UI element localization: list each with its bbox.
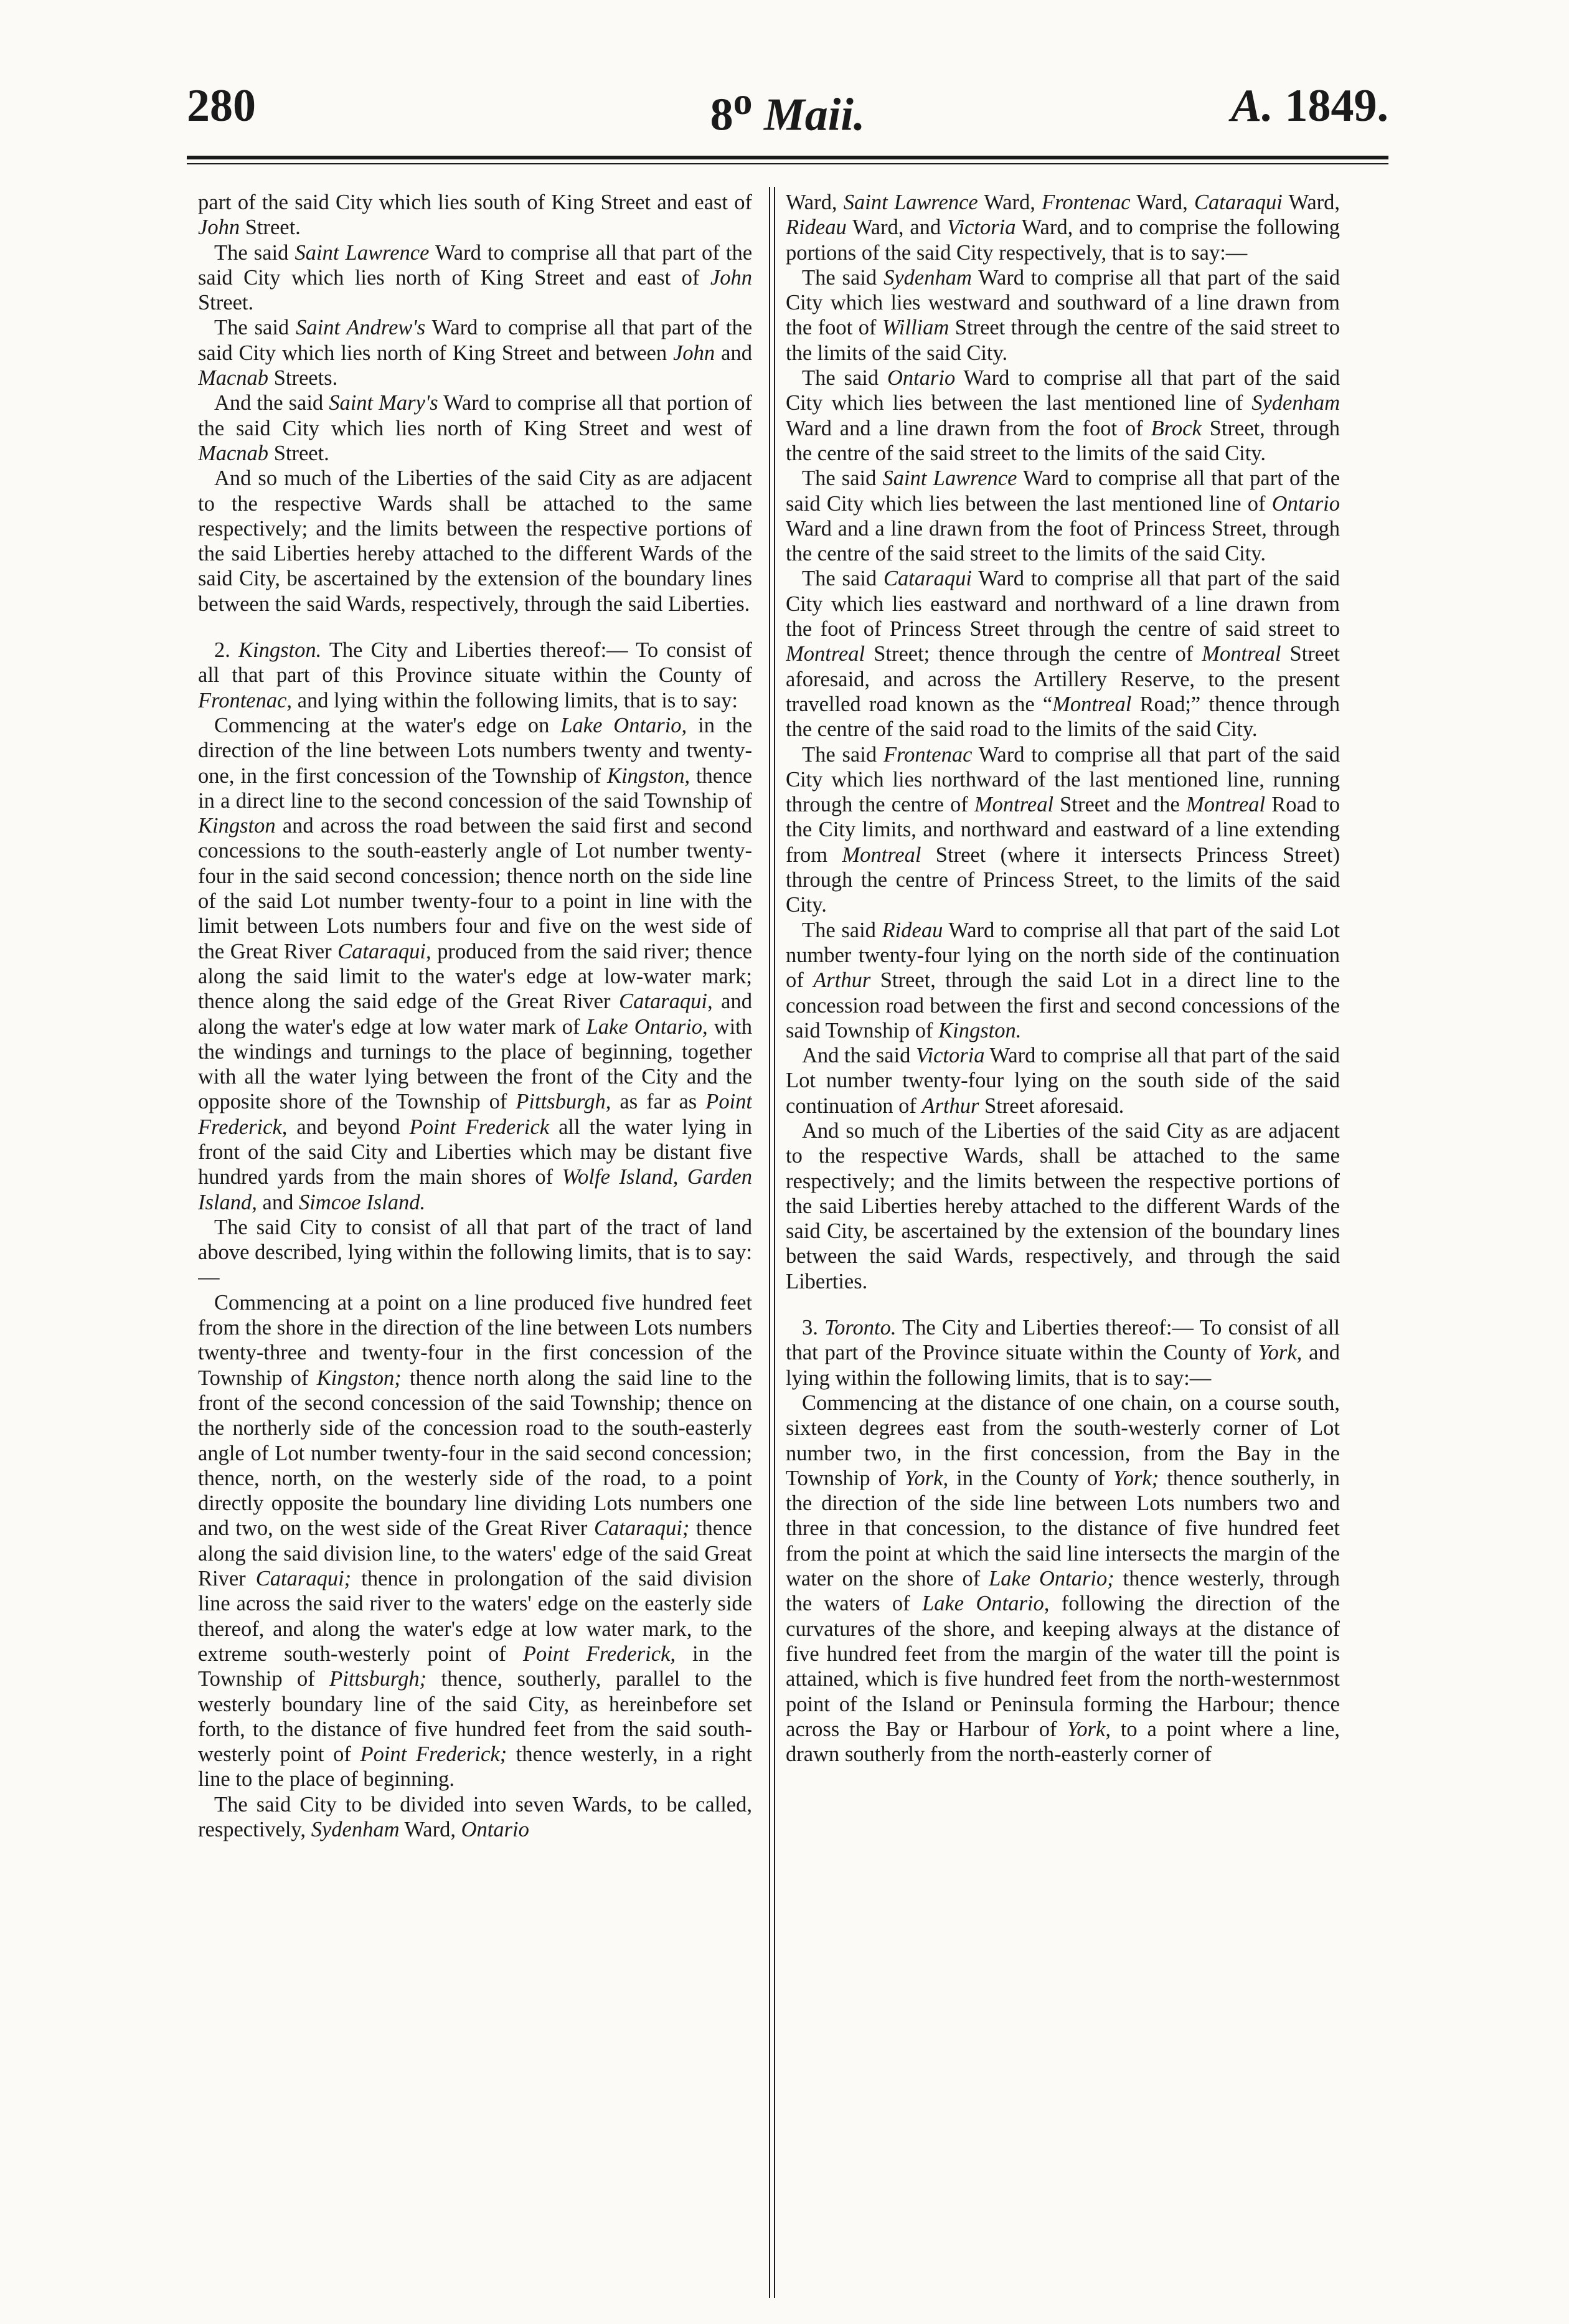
italic-text: Cataraqui (883, 567, 972, 591)
italic-text: Sydenham (883, 265, 972, 290)
italic-text: Pittsburgh, (516, 1090, 611, 1114)
text-run: and beyond (287, 1115, 410, 1139)
text-run: with the windings and turnings to the place of beginning, together with all the water lying between the front of the City and the opposite shore of the Township of (198, 1014, 752, 1114)
text-run: The said (802, 742, 883, 767)
text-run: Ward, (786, 191, 844, 214)
italic-text: Saint Andrew's (296, 316, 426, 340)
continued-paragraph (198, 190, 752, 240)
italic-text: Kingston. (938, 1018, 1022, 1042)
italic-text: Montreal (842, 843, 921, 867)
italic-text: Arthur (813, 968, 871, 993)
text-run: Ward to comprise all that part of the said Lot number twenty-four lying on the north side of the continuation of (786, 918, 1340, 993)
text-run: The said (802, 918, 882, 942)
text-run: Ward, (1130, 191, 1195, 214)
text-run: The said (802, 567, 884, 591)
date-month: Maii. (763, 89, 865, 141)
italic-text: Macnab (198, 366, 269, 390)
header-date (187, 80, 1388, 142)
italic-text: Kingston; (316, 1366, 402, 1390)
text-run: Street (where it intersects Princess Street) through the centre of Princess Street, to the limits of the said City. (786, 843, 1340, 917)
year-number: 1849. (1284, 80, 1388, 131)
italic-text: Simcoe Island. (298, 1190, 426, 1214)
italic-text: Rideau (882, 918, 943, 942)
italic-text: Wolfe Island, Garden Island, (198, 1165, 752, 1214)
italic-text: Point Frederick, (198, 1090, 752, 1139)
section-paragraph (198, 638, 752, 713)
italic-text: Montreal (1052, 692, 1132, 716)
page-number: 280 (187, 80, 256, 131)
text-run: following the direction of the curvatures of the shore, and keeping always at the distance of five hundred feet from the margin of the water till the point is attained, which is five hundred feet from the north-westernmost point of the Island or Peninsula forming the Harbour; thence across the Bay or Harbour of (786, 1592, 1340, 1741)
italic-text: John (710, 265, 752, 290)
text-run: The said (214, 240, 295, 265)
italic-text: Point Frederick; (360, 1742, 507, 1767)
text-run: Ward to comprise all that part of the said City which lies westward and southward of a line drawn from the foot of (786, 265, 1340, 340)
text-run: Street. (198, 291, 254, 315)
italic-text: York, (1258, 1341, 1303, 1365)
paragraph (198, 466, 752, 616)
italic-text: Lake Ontario, (586, 1014, 708, 1039)
text-run: The said (214, 316, 296, 340)
paragraph (198, 315, 752, 390)
italic-text: York, (904, 1466, 949, 1490)
text-run: thence westerly, through the waters of (786, 1567, 1340, 1616)
text-run: part of the said City which lies south of King Street and east of (198, 191, 752, 214)
italic-text: John (673, 341, 715, 365)
text-run: as far as (611, 1090, 706, 1114)
paragraph (198, 1290, 752, 1792)
paragraph (198, 240, 752, 316)
text-run: Ward to comprise all that part of the said City which lies between the last mentioned line of (786, 366, 1340, 415)
text-run: Ward to comprise all that part of the said City which lies northward of the last mentioned line, running through the centre of (786, 742, 1340, 817)
text-run: And the said (802, 1044, 916, 1068)
date-ordinal: o (733, 80, 753, 123)
italic-text: Victoria (916, 1044, 985, 1068)
italic-text: York, (1067, 1717, 1111, 1741)
column-divider (774, 187, 775, 2298)
italic-text: Lake Ontario, (560, 713, 687, 737)
text-run: Street, through the said Lot in a direct line to the concession road between the first and second concessions of the said Township of (786, 968, 1340, 1042)
italic-text: Ontario (887, 366, 956, 390)
italic-text: Brock (1151, 416, 1202, 440)
text-run: The said (802, 466, 883, 491)
section-paragraph (786, 1315, 1340, 1391)
italic-text: Pittsburgh; (329, 1667, 427, 1691)
text-run: And the said (214, 391, 329, 415)
text-run: Street aforesaid. (979, 1094, 1124, 1118)
paragraph (786, 366, 1340, 466)
year-letter: A. (1231, 80, 1273, 131)
text-run: Street, through the centre of the said street to the limits of the said City. (786, 416, 1340, 465)
text-run: The said (802, 265, 884, 290)
italic-text: Kingston, (606, 763, 690, 788)
italic-text: Sydenham (311, 1818, 400, 1841)
paragraph (786, 1118, 1340, 1294)
text-run: and lying within the following limits, that is to say: (292, 688, 738, 712)
italic-text: Cataraqui, (337, 939, 431, 963)
date-day: 8 (710, 89, 733, 141)
italic-text: Cataraqui; (255, 1567, 352, 1591)
text-run: 2. (214, 638, 239, 663)
text-run: thence north along the said line to the front of the second concession of the said Township; thence on the northerly side of the concession road to the south-easterly angle of Lot number twenty-four in the said second concession; thence, north, on the westerly side of the road, to a point directly opposite the boundary line dividing Lots numbers one and two, on the west side of the Great River (198, 1366, 752, 1541)
text-run: The said City to consist of all that part of the tract of land above described, lying within the following limits, that is to say:— (198, 1215, 752, 1290)
paragraph (786, 566, 1340, 742)
text-run: 3. (802, 1316, 825, 1340)
column-divider (769, 187, 770, 2298)
italic-text: John (198, 215, 240, 240)
italic-text: William (882, 316, 949, 340)
text-run: Commencing at a point on a line produced five hundred feet from the shore in the direction of the line between Lots numbers twenty-three and twenty-four in the first concession of the Township of (198, 1290, 752, 1390)
running-header (187, 80, 1388, 148)
text-run: Ward to comprise all that portion of the said City which lies north of King Street and west of (198, 391, 752, 440)
text-run: Ward to comprise all that part of the said Lot number twenty-four lying on the south side of the said continuation of (786, 1044, 1340, 1118)
paragraph (198, 713, 752, 1215)
paragraph (786, 742, 1340, 918)
text-run: in the direction of the line between Lots numbers twenty and twenty-one, in the first concession of the Township of (198, 713, 752, 788)
italic-text: Frontenac (1042, 191, 1131, 214)
text-run: Street and the (1053, 793, 1186, 817)
italic-text: Arthur (921, 1094, 979, 1118)
italic-text: Montreal (1185, 793, 1266, 817)
text-run: Street through the centre of the said street to the limits of the said City. (786, 316, 1340, 365)
header-rule-thick (187, 156, 1388, 159)
text-run: Commencing at the water's edge on (214, 713, 561, 737)
italic-text: Point Frederick, (522, 1641, 676, 1666)
italic-text: Kingston (198, 814, 276, 838)
italic-text: Frontenac (883, 742, 973, 767)
italic-text: Ontario (1271, 491, 1340, 516)
text-run: Ward, (1282, 191, 1340, 214)
text-run: Commencing at the distance of one chain, on a course south, sixteen degrees east from the south-westerly corner of Lot number two, in the first concession, from the Bay in the Township of (786, 1391, 1340, 1490)
text-run: thence westerly, in a right line to the place of beginning. (198, 1742, 752, 1792)
text-run: Street aforesaid, and across the Artillery Reserve, to the present travelled road known as the “ (786, 642, 1340, 716)
text-run: Ward, and (846, 215, 947, 240)
text-run: and lying within the following limits, that is to say:— (786, 1341, 1340, 1390)
text-run: Ward, (399, 1818, 461, 1841)
paragraph (786, 918, 1340, 1043)
paragraph (198, 1792, 752, 1843)
paragraph (786, 466, 1340, 566)
text-run: produced from the said river; thence along the said limit to the water's edge at low-water mark; thence along the said edge of the Great River (198, 939, 752, 1014)
text-run: Street; thence through the centre of (865, 642, 1202, 666)
text-run: and across the road between the said first and second concessions to the south-easterly angle of Lot number twenty-four in the said second concession; thence north on the side line of the said Lot number twenty-four to a point in line with the limit between Lots numbers four and five on the west side of the Great River (198, 814, 752, 963)
paragraph (786, 1391, 1340, 1767)
italic-text: Rideau (786, 215, 847, 240)
italic-text: York; (1113, 1466, 1159, 1490)
italic-text: Ontario (461, 1818, 529, 1841)
italic-text: Sydenham (1251, 391, 1340, 415)
text-run: all the water lying in front of the said City and Liberties which may be distant five hundred yards from the main shores of (198, 1115, 752, 1189)
text-run: and along the water's edge at low water mark of (198, 990, 752, 1039)
text-run: And so much of the Liberties of the said City as are adjacent to the respective Wards, shall be attached to the same respectively; and the limits between the respective portions of the said Liberties hereby attached to the different Wards of the said City, be ascertained by the extension of the boundary lines between the said Wards, respectively, and through the said Liberties. (786, 1118, 1340, 1293)
text-run: Street. (240, 215, 301, 240)
text-run: Ward, and to comprise the following portions of the said City respectively, that is to say:— (786, 215, 1340, 265)
text-run: Road;” thence through the centre of the said road to the limits of the said City. (786, 692, 1340, 742)
italic-text: Frontenac, (198, 688, 293, 712)
text-run: and (257, 1190, 299, 1214)
italic-text: Montreal (786, 642, 865, 666)
italic-text: Saint Lawrence (882, 466, 1017, 491)
italic-text: Victoria (947, 215, 1016, 240)
text-run: Road to the City limits, and northward and eastward of a line extending from (786, 793, 1340, 867)
text-run: The City and Liberties thereof:— To consist of all that part of the Province situate within the County of (786, 1316, 1340, 1365)
text-run: And so much of the Liberties of the said City as are adjacent to the respective Wards shall be attached to the same respectively; and the limits between the respective portions of the said Liberties hereby attached to the different Wards of the said City, be ascertained by the extension of the boundary lines between the said Wards, respectively, through the said Liberties. (198, 466, 752, 616)
paragraph (786, 1043, 1340, 1118)
text-run: thence, southerly, parallel to the westerly boundary line of the said City, as hereinbefore set forth, to the distance of five hundred feet from the said south-westerly point of (198, 1667, 752, 1767)
italic-text: Montreal (1202, 642, 1281, 666)
paragraph (198, 1215, 752, 1290)
italic-text: Cataraqui, (619, 990, 713, 1014)
text-run: Ward, (978, 191, 1042, 214)
text-run: Ward to comprise all that part of the said City which lies between the last mentioned line of (786, 466, 1340, 516)
text-run: in the Township of (198, 1641, 752, 1691)
text-run: Ward to comprise all that part of the said City which lies north of King Street and between (198, 316, 752, 365)
text-run: to a point where a line, drawn southerly from the north-easterly corner of (786, 1717, 1340, 1767)
italic-text: Lake Ontario, (922, 1592, 1050, 1616)
header-year (1231, 80, 1388, 133)
italic-text: Saint Mary's (329, 391, 438, 415)
italic-text: Lake Ontario; (989, 1567, 1114, 1591)
text-run: thence southerly, in the direction of the side line between Lots numbers two and three in that concession, to the distance of five hundred feet from the point at which the said line intersects the margin of the water on the shore of (786, 1466, 1340, 1591)
italic-text: Saint Lawrence (294, 240, 430, 265)
text-run: Ward and a line drawn from the foot of (786, 416, 1151, 440)
text-run: The said City to be divided into seven Wards, to be called, respectively, (198, 1792, 752, 1841)
text-run: Ward to comprise all that part of the said City which lies north of King Street and east of (198, 240, 752, 290)
text-run: and (715, 341, 752, 365)
italic-text: Cataraqui (1194, 191, 1283, 214)
italic-text: Kingston. (238, 638, 322, 663)
text-run: thence along the said division line, to the waters' edge of the said Great River (198, 1516, 752, 1591)
text-run: in the County of (948, 1466, 1113, 1490)
text-run: Street. (268, 441, 329, 465)
text-run: The City and Liberties thereof:— To consist of all that part of this Province situate within the County of (198, 638, 752, 687)
paragraph (786, 265, 1340, 366)
italic-text: Point Frederick (409, 1115, 550, 1139)
text-run: Ward to comprise all that part of the said City which lies eastward and northward of a line drawn from the foot of Princess Street through the centre of said street to (786, 567, 1340, 641)
left-column (198, 190, 752, 2289)
header-rule-thin (187, 163, 1388, 164)
italic-text: Toronto. (824, 1316, 897, 1340)
continued-paragraph (786, 190, 1340, 265)
italic-text: Macnab (198, 441, 269, 465)
italic-text: Cataraqui; (593, 1516, 690, 1541)
text-run: Streets. (268, 366, 338, 390)
italic-text: Montreal (974, 793, 1054, 817)
right-column (786, 190, 1340, 2289)
text-run: thence in a direct line to the second concession of the said Township of (198, 763, 752, 813)
text-run: thence in prolongation of the said division line across the said river to the waters' edge on the easterly side thereof, and along the water's edge at low water mark, to the extreme south-westerly point of (198, 1567, 752, 1666)
paragraph (198, 390, 752, 466)
text-run: The said (802, 366, 887, 390)
text-run: Ward and a line drawn from the foot of Princess Street, through the centre of the said street to the limits of the said City. (786, 516, 1340, 566)
italic-text: Saint Lawrence (843, 191, 978, 214)
